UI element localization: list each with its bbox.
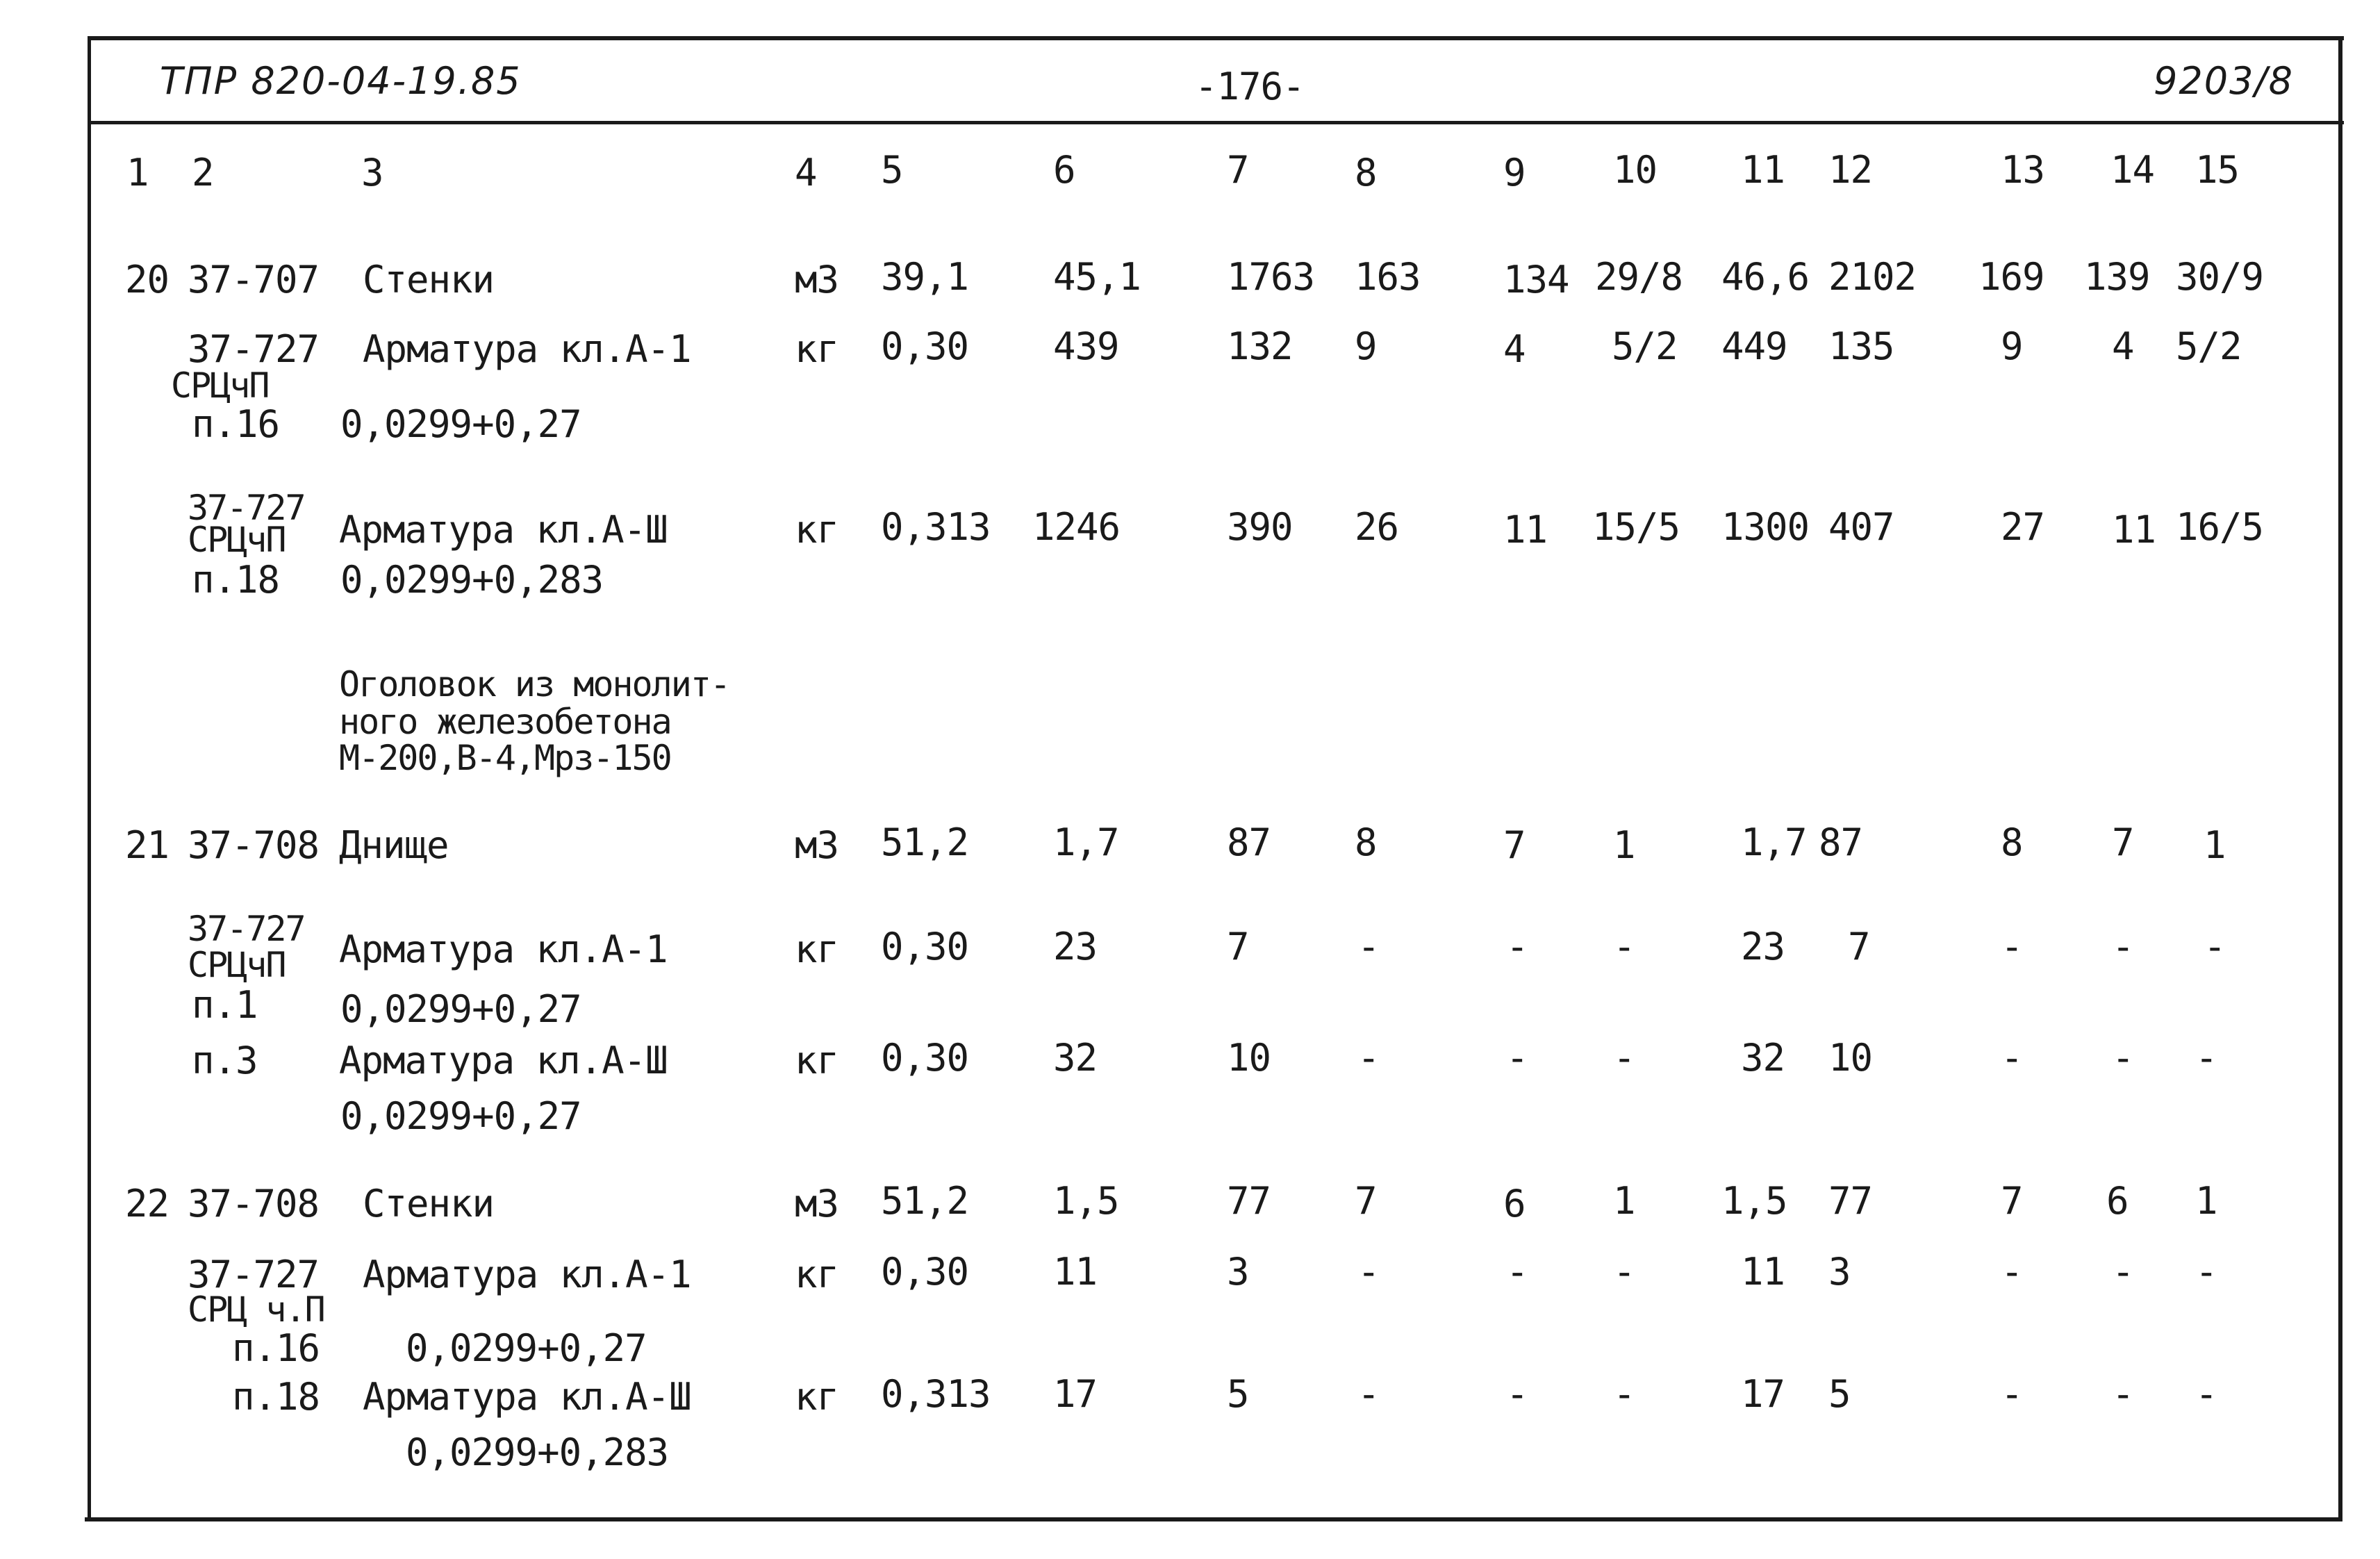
cell-c5: 51,2 [881,1179,969,1223]
cell-c10: - [1613,1372,1635,1416]
cell-c9: 7 [1503,823,1526,867]
column-number-5: 5 [881,148,903,192]
unit: кг [795,1039,839,1082]
rate-code-collection: СРЦ ч.П [188,1289,324,1330]
cell-c11: 23 [1741,925,1785,968]
cell-c7: 1763 [1227,255,1315,299]
document-code: ТПР 820-04-19.85 [160,59,522,103]
cell-c7: 3 [1227,1250,1249,1294]
cell-c9: 6 [1503,1182,1526,1226]
cell-c14: 4 [2112,324,2134,368]
cell-c14: - [2112,1372,2134,1416]
cell-c13: 7 [2001,1179,2023,1223]
column-number-14: 14 [2110,148,2155,192]
frame-left-line [88,36,91,1521]
cell-c12: 3 [1828,1250,1851,1294]
cell-c13: 27 [2001,505,2045,549]
cell-c12: 2102 [1828,255,1917,299]
column-number-11: 11 [1741,148,1785,192]
work-formula: 0,0299+0,283 [406,1430,669,1474]
work-name: Арматура кл.А-1 [363,1253,691,1296]
cell-c15: 5/2 [2176,324,2242,368]
unit: м3 [795,258,839,302]
cell-c9: 4 [1503,327,1526,371]
cell-c11: 1,7 [1741,820,1807,864]
work-name: Арматура кл.А-Ш [363,1375,691,1419]
cell-c12: 7 [1848,925,1870,968]
cell-c11: 46,6 [1721,255,1810,299]
column-number-10: 10 [1613,148,1658,192]
cell-c5: 0,30 [881,925,969,968]
cell-c10: 15/5 [1592,505,1680,549]
cell-c12: 77 [1828,1179,1873,1223]
cell-c8: 9 [1355,324,1377,368]
rate-code: 37-727 [188,488,305,528]
cell-c5: 51,2 [881,820,969,864]
column-number-6: 6 [1053,148,1075,192]
cell-c6: 32 [1053,1036,1098,1080]
work-formula: 0,0299+0,283 [340,558,604,602]
column-number-12: 12 [1828,148,1873,192]
column-number-2: 2 [192,151,214,195]
work-formula: 0,0299+0,27 [340,402,581,446]
work-name: Арматура кл.А-Ш [339,1039,668,1082]
cell-c5: 0,30 [881,1036,969,1080]
work-formula: 0,0299+0,27 [340,987,581,1031]
header-separator-line [89,121,2344,124]
cell-c5: 39,1 [881,255,969,299]
cell-c5: 0,30 [881,1250,969,1294]
cell-c9: - [1506,925,1528,968]
cell-c14: - [2112,925,2134,968]
row-number: 22 [125,1182,170,1226]
cell-c7: 87 [1227,820,1271,864]
unit: м3 [795,823,839,867]
column-number-8: 8 [1355,151,1377,195]
cell-c11: 11 [1741,1250,1785,1294]
cell-c10: - [1613,1036,1635,1080]
cell-c7: 390 [1227,505,1293,549]
cell-c12: 407 [1828,505,1894,549]
rate-code-collection: СРЦчП [188,945,286,985]
cell-c12: 10 [1828,1036,1873,1080]
cell-c6: 45,1 [1053,255,1141,299]
cell-c5: 0,30 [881,324,969,368]
column-number-9: 9 [1503,151,1526,195]
column-number-4: 4 [795,151,817,195]
cell-c13: 9 [2001,324,2023,368]
cell-c7: 5 [1227,1372,1249,1416]
cell-c6: 1246 [1032,505,1121,549]
work-name: Арматура кл.А-1 [363,327,691,371]
cell-c7: 77 [1227,1179,1271,1223]
cell-c6: 1,5 [1053,1179,1119,1223]
cell-c8: - [1357,1036,1380,1080]
rate-code-item: п.18 [192,558,280,602]
unit: м3 [795,1182,839,1226]
cell-c15: 30/9 [2176,255,2264,299]
cell-c15: 16/5 [2176,505,2264,549]
cell-c8: - [1357,1372,1380,1416]
cell-c9: 11 [1503,508,1548,552]
column-number-13: 13 [2001,148,2045,192]
cell-c14: 6 [2106,1179,2129,1223]
cell-c5: 0,313 [881,1372,991,1416]
cell-c13: - [2001,1036,2023,1080]
column-number-1: 1 [126,151,149,195]
cell-c6: 439 [1053,324,1119,368]
unit: кг [795,1375,839,1419]
rate-code-collection: СРЦчП [188,520,286,560]
rate-code: 37-708 [188,823,320,867]
rate-code: 37-708 [188,1182,320,1226]
column-number-3: 3 [361,151,383,195]
work-name: Арматура кл.А-Ш [339,508,668,552]
cell-c12: 87 [1819,820,1863,864]
cell-c11: 1,5 [1721,1179,1787,1223]
work-name: Днище [339,823,449,867]
cell-c14: 7 [2112,820,2134,864]
cell-c15: 1 [2204,823,2226,867]
frame-right-line [2338,36,2342,1521]
cell-c8: 7 [1355,1179,1377,1223]
cell-c14: - [2112,1250,2134,1294]
cell-c5: 0,313 [881,505,991,549]
rate-code: 37-707 [188,258,320,302]
cell-c10: 1 [1613,1179,1635,1223]
unit: кг [795,508,839,552]
column-number-7: 7 [1227,148,1249,192]
rate-code-item: п.16 [232,1326,320,1370]
cell-c9: - [1506,1250,1528,1294]
cell-c10: 5/2 [1612,324,1678,368]
cell-c15: - [2204,925,2226,968]
cell-c13: 8 [2001,820,2023,864]
cell-c7: 10 [1227,1036,1271,1080]
cell-c13: - [2001,925,2023,968]
cell-c8: - [1357,1250,1380,1294]
cell-c14: 11 [2112,508,2156,552]
row-number: 20 [125,258,170,302]
cell-c15: 1 [2195,1179,2217,1223]
cell-c6: 11 [1053,1250,1098,1294]
cell-c7: 132 [1227,324,1293,368]
rate-code: 37-727 [188,1253,320,1296]
cell-c10: - [1613,1250,1635,1294]
section-line: ного железобетона [339,702,671,742]
rate-code-collection: СРЦчП [171,365,269,406]
cell-c9: - [1506,1372,1528,1416]
rate-code-item: п.1 [192,983,258,1027]
unit: кг [795,1253,839,1296]
page-number: -176- [1195,65,1305,108]
frame-bottom-line [85,1517,2342,1521]
cell-c11: 17 [1741,1372,1785,1416]
unit: кг [795,927,839,971]
cell-c13: 169 [1978,255,2044,299]
cell-c13: - [2001,1372,2023,1416]
cell-c14: - [2112,1036,2134,1080]
cell-c6: 1,7 [1053,820,1119,864]
cell-c7: 7 [1227,925,1249,968]
cell-c12: 135 [1828,324,1894,368]
cell-c11: 449 [1721,324,1787,368]
cell-c10: 29/8 [1595,255,1683,299]
cell-c10: 1 [1613,823,1635,867]
work-name: Арматура кл.А-1 [339,927,668,971]
cell-c12: 5 [1828,1372,1851,1416]
work-formula: 0,0299+0,27 [340,1094,581,1138]
cell-c8: 8 [1355,820,1377,864]
section-line: М-200,В-4,Мрз-150 [339,738,671,778]
rate-code-item: п.18 [232,1375,320,1419]
cell-c10: - [1613,925,1635,968]
cell-c11: 1300 [1721,505,1810,549]
work-name: Стенки [363,1182,495,1226]
cell-c8: 163 [1355,255,1421,299]
cell-c8: 26 [1355,505,1399,549]
frame-top-line [89,36,2344,40]
cell-c6: 17 [1053,1372,1098,1416]
sheet-code: 9203/8 [2154,59,2294,103]
work-formula: 0,0299+0,27 [406,1326,647,1370]
column-number-15: 15 [2195,148,2240,192]
rate-code: 37-727 [188,909,305,949]
cell-c13: - [2001,1250,2023,1294]
rate-code: 37-727 [188,327,320,371]
cell-c15: - [2195,1036,2217,1080]
work-name: Стенки [363,258,495,302]
cell-c9: - [1506,1036,1528,1080]
cell-c11: 32 [1741,1036,1785,1080]
cell-c14: 139 [2084,255,2150,299]
cell-c15: - [2195,1250,2217,1294]
unit: кг [795,327,839,371]
cell-c15: - [2195,1372,2217,1416]
cell-c9: 134 [1503,258,1569,302]
cell-c6: 23 [1053,925,1098,968]
section-line: Оголовок из монолит- [339,664,730,704]
rate-code-item: п.16 [192,402,280,446]
rate-code-item: п.3 [192,1039,258,1082]
cell-c8: - [1357,925,1380,968]
row-number: 21 [125,823,170,867]
